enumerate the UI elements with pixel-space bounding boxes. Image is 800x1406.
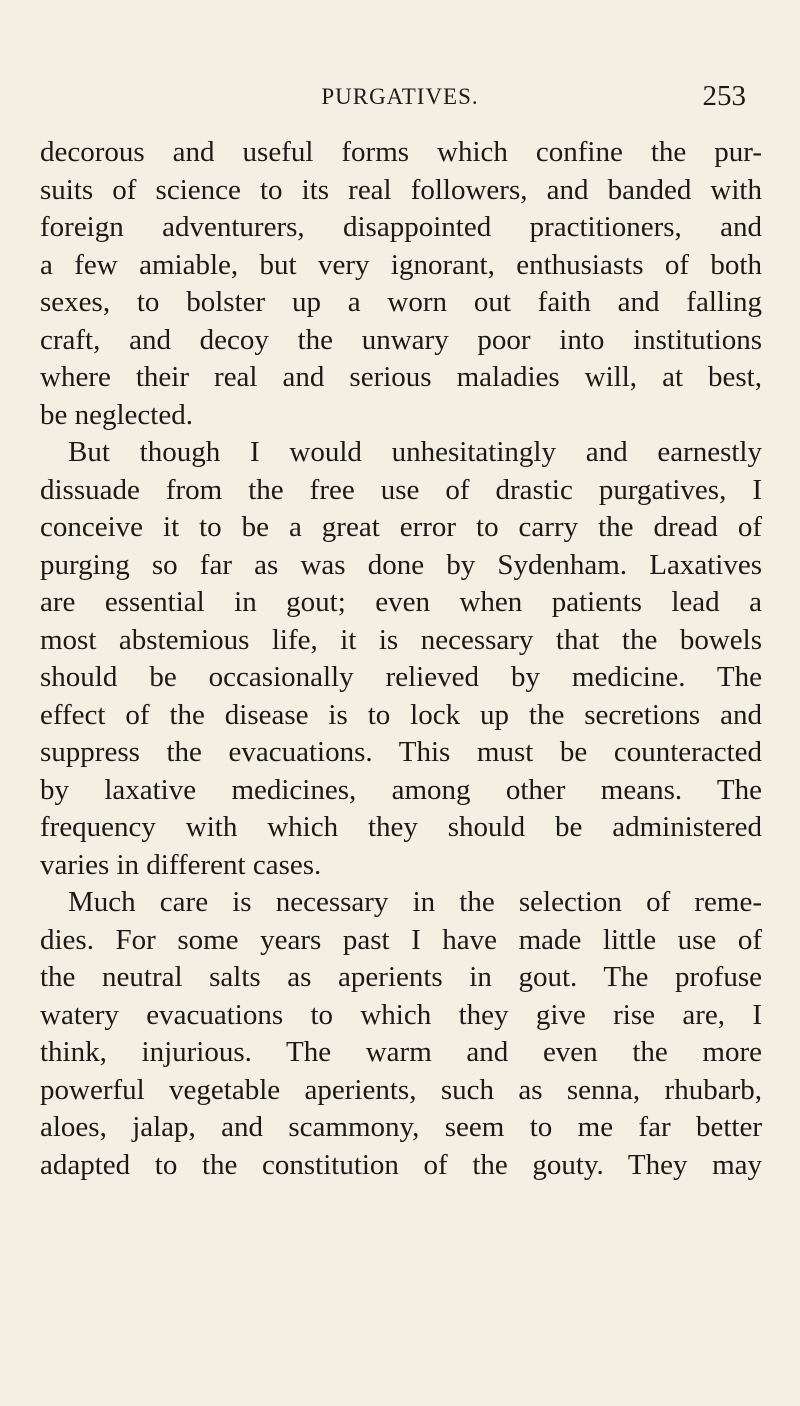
- body-text: [40, 134, 762, 1184]
- text-line: powerful vegetable aperients, such as senna, rhubarb,: [40, 1073, 762, 1106]
- text-line: a few amiable, but very ignorant, enthusiasts of both: [40, 248, 762, 281]
- text-line: dissuade from the free use of drastic purgatives, I: [40, 473, 762, 506]
- text-line: where their real and serious maladies will, at best,: [40, 361, 762, 393]
- text-line: most abstemious life, it is necessary that the bowels: [40, 623, 762, 656]
- page-number: 253: [702, 80, 746, 112]
- text-line: craft, and decoy the unwary poor into institutions: [40, 323, 762, 356]
- text-line: foreign adventurers, disappointed practitioners, and: [40, 211, 762, 243]
- text-line: aloes, jalap, and scammony, seem to me far better: [40, 1111, 762, 1143]
- text-line: suits of science to its real followers, and banded with: [40, 173, 762, 206]
- text-line: decorous and useful forms which confine the pur-: [40, 136, 762, 168]
- text-line: think, injurious. The warm and even the more: [40, 1036, 762, 1068]
- running-head: [40, 76, 760, 116]
- text-line: dies. For some years past I have made little use of: [40, 923, 762, 956]
- running-title: PURGATIVES.: [321, 84, 479, 109]
- text-line: conceive it to be a great error to carry the dread of: [40, 511, 762, 543]
- text-line: watery evacuations to which they give rise are, I: [40, 998, 762, 1031]
- text-line: should be occasionally relieved by medicine. The: [40, 661, 762, 693]
- text-line: suppress the evacuations. This must be counteracted: [40, 736, 762, 768]
- text-line: frequency with which they should be administered: [40, 811, 762, 843]
- text-line: purging so far as was done by Sydenham. Laxatives: [40, 548, 762, 581]
- text-line: varies in different cases.: [40, 848, 322, 881]
- text-line: by laxative medicines, among other means. The: [40, 773, 762, 806]
- text-line: sexes, to bolster up a worn out faith and falling: [40, 286, 762, 318]
- text-line: the neutral salts as aperients in gout. The profuse: [40, 961, 762, 993]
- text-line: adapted to the constitution of the gouty. They may: [40, 1148, 762, 1181]
- text-line: But though I would unhesitatingly and earnestly: [68, 436, 762, 468]
- text-line: are essential in gout; even when patients lead a: [40, 586, 762, 618]
- text-line: Much care is necessary in the selection of reme-: [68, 886, 762, 918]
- text-line: be neglected.: [40, 398, 193, 431]
- text-line: effect of the disease is to lock up the secretions and: [40, 698, 762, 731]
